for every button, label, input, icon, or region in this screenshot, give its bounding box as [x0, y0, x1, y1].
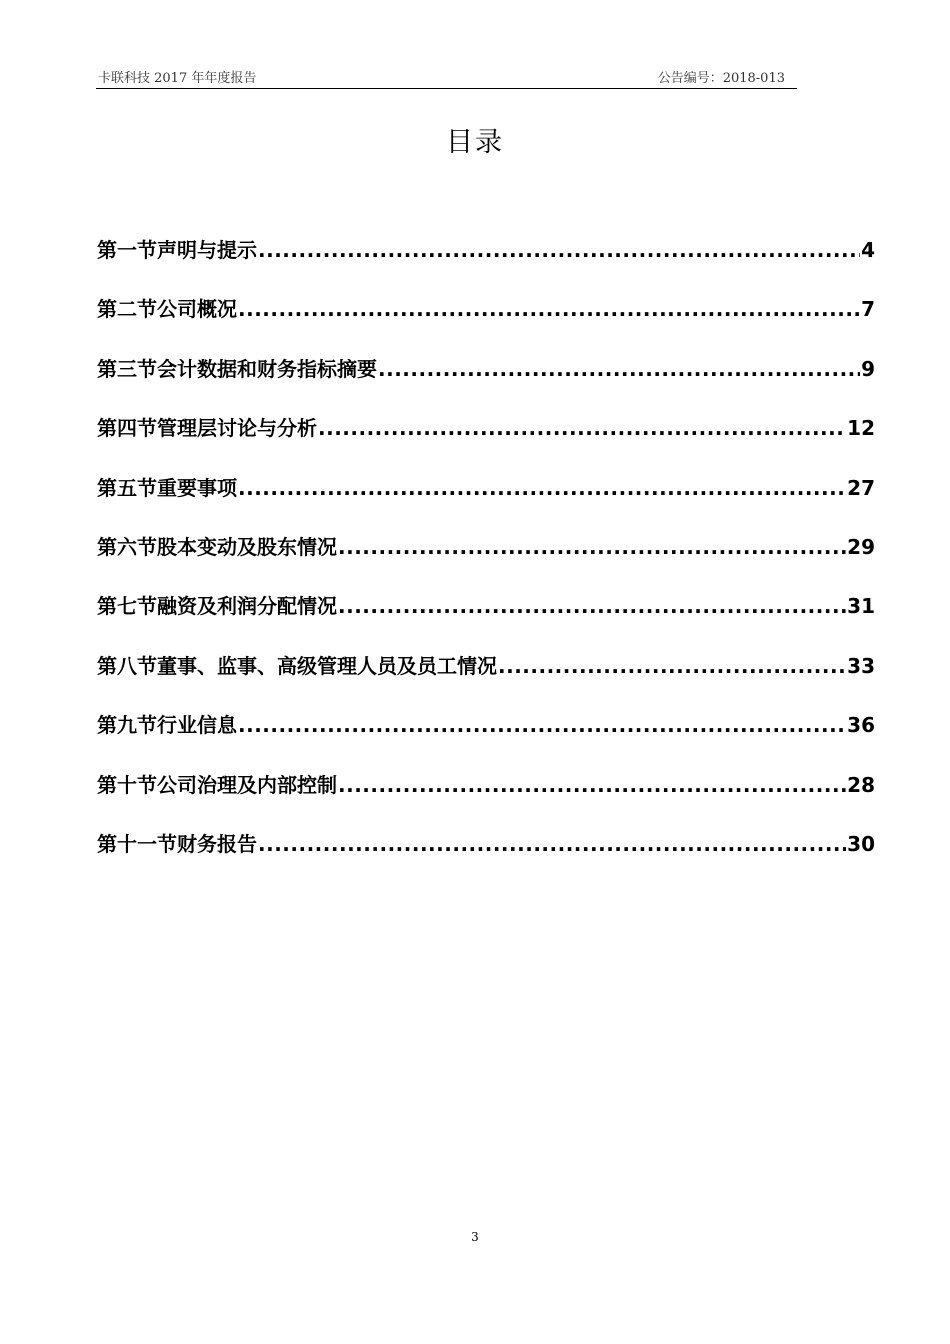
toc-entry-page: 30	[847, 831, 875, 856]
toc-entry-page: 9	[861, 356, 875, 381]
toc-entry-section-5[interactable]	[97, 472, 875, 531]
toc-entry-label: 第五节重要事项	[97, 475, 237, 500]
toc-entry-section-1[interactable]	[97, 234, 875, 293]
dot-leader	[498, 654, 846, 678]
toc-entry-section-6[interactable]	[97, 531, 875, 590]
toc-entry-section-2[interactable]	[97, 293, 875, 352]
dot-leader	[238, 713, 846, 737]
toc-entry-label: 第二节公司概况	[97, 297, 237, 322]
header-announcement-number: 公告编号：2018-013	[657, 71, 785, 86]
page-header	[96, 66, 797, 89]
toc-entry-label: 第一节声明与提示	[97, 238, 257, 262]
toc-entry-label: 第三节会计数据和财务指标摘要	[97, 356, 377, 381]
toc-entry-page: 33	[847, 653, 875, 678]
toc-entry-page: 31	[847, 594, 875, 619]
toc-entry-label: 第九节行业信息	[97, 713, 237, 738]
dot-leader	[338, 773, 846, 797]
dot-leader	[258, 238, 860, 262]
dot-leader	[258, 832, 846, 856]
toc-entry-page: 28	[847, 772, 875, 797]
toc-entry-section-8[interactable]	[97, 650, 875, 709]
page-number: 3	[471, 1230, 479, 1244]
toc-entry-section-10[interactable]	[97, 769, 875, 828]
toc-title: 目录	[446, 127, 504, 158]
toc-entry-page: 36	[847, 713, 875, 738]
toc-entry-section-3[interactable]	[97, 353, 875, 412]
toc-entry-page: 7	[861, 297, 875, 322]
toc-entry-label: 第七节融资及利润分配情况	[97, 594, 337, 619]
toc-entry-page: 4	[861, 238, 875, 262]
table-of-contents	[97, 234, 875, 887]
dot-leader	[338, 535, 846, 559]
dot-leader	[378, 357, 860, 381]
toc-entry-label: 第四节管理层讨论与分析	[97, 416, 317, 441]
dot-leader	[338, 594, 846, 618]
dot-leader	[318, 416, 846, 440]
dot-leader	[238, 476, 846, 500]
toc-entry-label: 第八节董事、监事、高级管理人员及员工情况	[97, 653, 497, 678]
toc-entry-section-4[interactable]	[97, 412, 875, 471]
toc-entry-section-7[interactable]	[97, 590, 875, 649]
toc-entry-page: 29	[847, 534, 875, 559]
toc-entry-page: 12	[847, 416, 875, 441]
dot-leader	[238, 297, 860, 321]
toc-entry-page: 27	[847, 475, 875, 500]
toc-entry-label: 第六节股本变动及股东情况	[97, 534, 337, 559]
header-report-title: 卡联科技 2017 年年度报告	[98, 71, 257, 86]
toc-entry-label: 第十节公司治理及内部控制	[97, 772, 337, 797]
toc-entry-label: 第十一节财务报告	[97, 831, 257, 856]
toc-entry-section-11[interactable]	[97, 828, 875, 887]
toc-entry-section-9[interactable]	[97, 709, 875, 768]
